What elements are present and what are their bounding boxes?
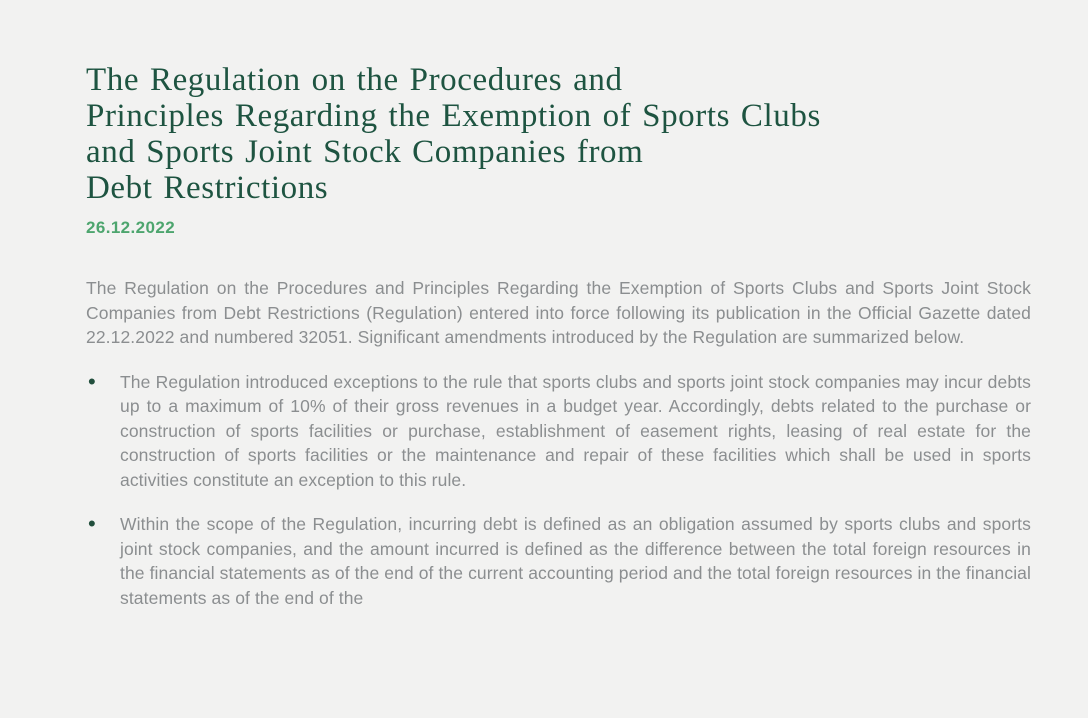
page-title — [86, 62, 1031, 206]
page-title-line-1: The Regulation on the Procedures and — [86, 62, 623, 98]
list-item — [86, 370, 1031, 493]
article-date: 26.12.2022 — [86, 218, 176, 237]
list-item — [86, 512, 1031, 610]
bullet-icon: • — [88, 368, 96, 394]
page-title-line-2: Principles Regarding the Exemption of Sports Clubs — [86, 98, 821, 134]
page-title-line-3: and Sports Joint Stock Companies from — [86, 134, 644, 170]
bullet-icon: • — [88, 511, 96, 536]
bullet-text-2: Within the scope of the Regulation, incurring debt is defined as an obligation assumed by sports clubs and sports joint stock companies, and the amount incurred is defined as the difference between the total foreign resources in the financial statements as of the end of the current accounting period and the total foreign resources in the financial statements as of the end of the — [120, 514, 1031, 608]
page-title-line-4: Debt Restrictions — [86, 170, 329, 206]
bullet-list — [86, 370, 1031, 611]
bullet-text-1: The Regulation introduced exceptions to the rule that sports clubs and sports joint stock companies may incur debts up to a maximum of 10% of their gross revenues in a budget year. Accordingly, debts related to the purchase or construction of sports facilities or purchase, establishment of easement rights, leasing of real estate for the construction of sports facilities or the maintenance and repair of these facilities which shall be used in sports activities constitute an exception to this rule. — [120, 371, 1031, 490]
intro-paragraph: The Regulation on the Procedures and Principles Regarding the Exemption of Sports Clubs and Sports Joint Stock Companies from Debt Restrictions (Regulation) entered into force following its publication in the Official Gazette dated 22.12.2022 and numbered 32051. Significant amendments introduced by the Regulation are summarized below. — [86, 278, 1031, 347]
